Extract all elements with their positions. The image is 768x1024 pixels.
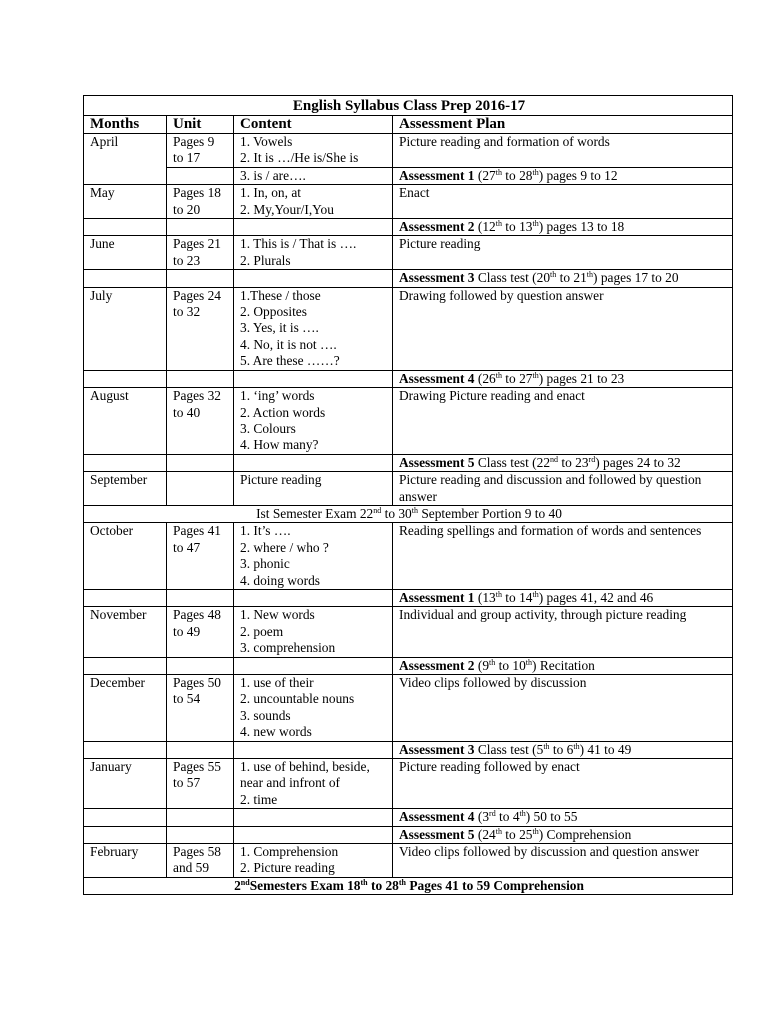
header-assessment-plan: Assessment Plan <box>393 116 733 134</box>
month-cell: August <box>84 388 167 455</box>
assessment-cell: Assessment 4 (3rd to 4th) 50 to 55 <box>393 809 733 826</box>
content-cell: 1. It’s …. 2. where / who ? 3. phonic 4. doing words <box>234 523 393 590</box>
assessment-cell: Assessment 4 (26th to 27th) pages 21 to 23 <box>393 370 733 387</box>
plan-cell: Picture reading followed by enact <box>393 759 733 809</box>
month-cell: October <box>84 523 167 590</box>
table-row <box>84 759 733 809</box>
document-title: English Syllabus Class Prep 2016-17 <box>84 96 733 116</box>
plan-cell: Video clips followed by discussion and question answer <box>393 844 733 878</box>
assessment-cell: Assessment 3 Class test (20th to 21th) pages 17 to 20 <box>393 270 733 287</box>
unit-cell: Pages 32 to 40 <box>167 388 234 455</box>
table-row <box>84 844 733 878</box>
month-cell: May <box>84 185 167 219</box>
assessment-cell: Assessment 2 (12th to 13th) pages 13 to 18 <box>393 219 733 236</box>
table-row <box>84 809 733 826</box>
header-content: Content <box>234 116 393 134</box>
semester-exam-1: Ist Semester Exam 22nd to 30th September Portion 9 to 40 <box>84 505 733 522</box>
month-cell: January <box>84 759 167 809</box>
assessment-cell: Assessment 2 (9th to 10th) Recitation <box>393 657 733 674</box>
content-cell: 1. Vowels 2. It is …/He is/She is <box>234 134 393 168</box>
plan-cell: Picture reading <box>393 236 733 270</box>
content-cell: Picture reading <box>234 472 393 506</box>
table-row <box>84 505 733 522</box>
table-row <box>84 167 733 184</box>
table-row <box>84 675 733 742</box>
plan-cell: Picture reading and formation of words <box>393 134 733 168</box>
plan-cell: Drawing followed by question answer <box>393 287 733 370</box>
plan-cell: Individual and group activity, through picture reading <box>393 607 733 657</box>
assessment-cell: Assessment 1 (13th to 14th) pages 41, 42 and 46 <box>393 589 733 606</box>
table-row <box>84 388 733 455</box>
month-cell: December <box>84 675 167 742</box>
content-cell: 1. Comprehension 2. Picture reading <box>234 844 393 878</box>
unit-cell: Pages 55 to 57 <box>167 759 234 809</box>
month-cell: February <box>84 844 167 878</box>
syllabus-table <box>83 95 733 895</box>
month-cell: June <box>84 236 167 270</box>
plan-cell: Picture reading and discussion and followed by question answer <box>393 472 733 506</box>
assessment-cell: Assessment 1 (27th to 28th) pages 9 to 12 <box>393 167 733 184</box>
table-row <box>84 219 733 236</box>
table-row <box>84 236 733 270</box>
unit-cell: Pages 21 to 23 <box>167 236 234 270</box>
unit-cell: Pages 41 to 47 <box>167 523 234 590</box>
header-months: Months <box>84 116 167 134</box>
month-cell: September <box>84 472 167 506</box>
unit-cell: Pages 24 to 32 <box>167 287 234 370</box>
unit-cell: Pages 50 to 54 <box>167 675 234 742</box>
table-row <box>84 454 733 471</box>
unit-cell: Pages 9 to 17 <box>167 134 234 168</box>
content-cell: 1. In, on, at 2. My,Your/I,You <box>234 185 393 219</box>
month-cell: November <box>84 607 167 657</box>
table-row <box>84 589 733 606</box>
content-cell: 1. use of behind, beside, near and infront of 2. time <box>234 759 393 809</box>
table-row <box>84 523 733 590</box>
content-cell: 3. is / are…. <box>234 167 393 184</box>
content-cell: 1. This is / That is …. 2. Plurals <box>234 236 393 270</box>
content-cell: 1. ‘ing’ words 2. Action words 3. Colours 4. How many? <box>234 388 393 455</box>
table-row <box>84 877 733 894</box>
assessment-cell: Assessment 5 Class test (22nd to 23rd) pages 24 to 32 <box>393 454 733 471</box>
month-cell: July <box>84 287 167 370</box>
table-row <box>84 134 733 168</box>
content-cell: 1.These / those 2. Opposites 3. Yes, it is …. 4. No, it is not …. 5. Are these ……? <box>234 287 393 370</box>
month-cell: April <box>84 134 167 185</box>
plan-cell: Video clips followed by discussion <box>393 675 733 742</box>
unit-cell: Pages 58 and 59 <box>167 844 234 878</box>
table-row <box>84 741 733 758</box>
table-row <box>84 657 733 674</box>
content-cell: 1. New words 2. poem 3. comprehension <box>234 607 393 657</box>
header-unit: Unit <box>167 116 234 134</box>
table-row <box>84 826 733 843</box>
plan-cell: Reading spellings and formation of words and sentences <box>393 523 733 590</box>
table-row <box>84 287 733 370</box>
unit-cell: Pages 48 to 49 <box>167 607 234 657</box>
plan-cell: Enact <box>393 185 733 219</box>
assessment-cell: Assessment 3 Class test (5th to 6th) 41 to 49 <box>393 741 733 758</box>
plan-cell: Drawing Picture reading and enact <box>393 388 733 455</box>
table-row <box>84 607 733 657</box>
table-row <box>84 185 733 219</box>
unit-cell: Pages 18 to 20 <box>167 185 234 219</box>
table-row <box>84 472 733 506</box>
content-cell: 1. use of their 2. uncountable nouns 3. sounds 4. new words <box>234 675 393 742</box>
table-row <box>84 270 733 287</box>
table-row <box>84 370 733 387</box>
semester-exam-2: 2ndSemesters Exam 18th to 28th Pages 41 to 59 Comprehension <box>84 877 733 894</box>
assessment-cell: Assessment 5 (24th to 25th) Comprehension <box>393 826 733 843</box>
